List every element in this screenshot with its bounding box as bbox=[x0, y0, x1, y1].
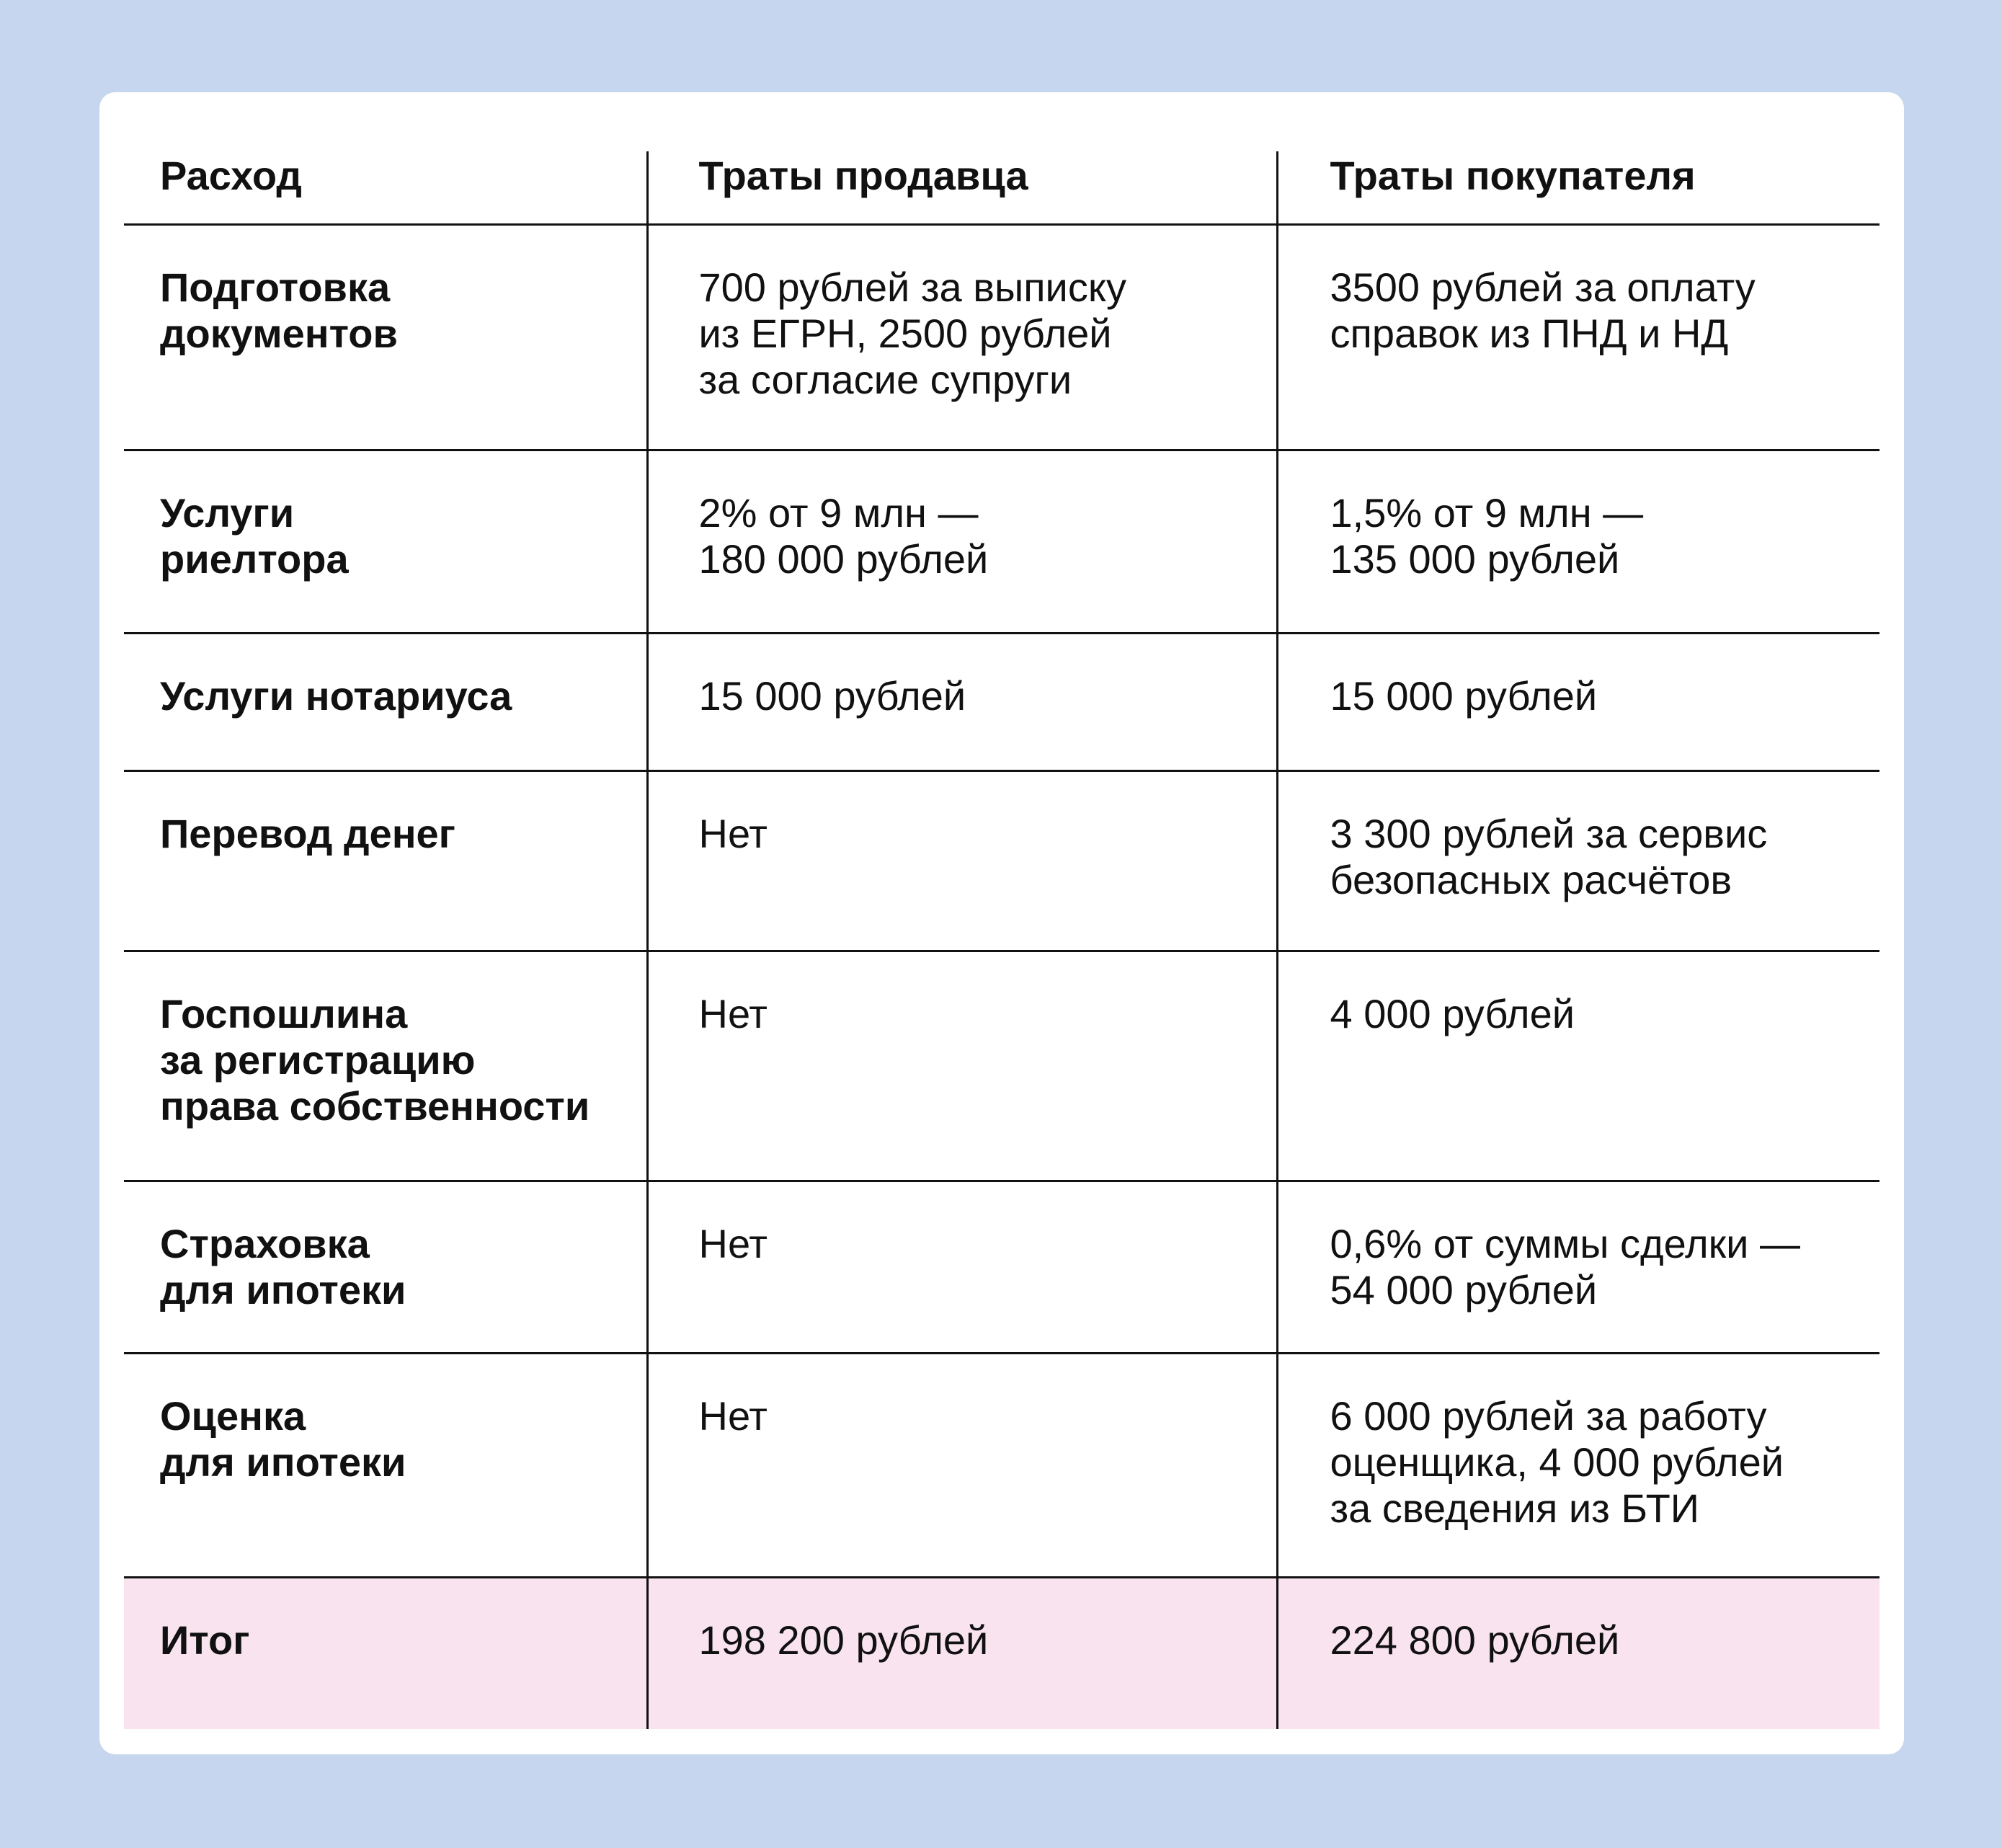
table-row bbox=[124, 951, 1879, 1181]
table-row bbox=[124, 1181, 1879, 1354]
buyer-cost: 0,6% от суммы сделки — 54 000 рублей bbox=[1277, 1181, 1879, 1354]
table-row bbox=[124, 634, 1879, 771]
header-expense: Расход bbox=[124, 151, 647, 225]
seller-cost: Нет bbox=[647, 951, 1277, 1181]
cost-comparison-table bbox=[124, 151, 1879, 1729]
expense-label: Подготовка документов bbox=[124, 225, 647, 450]
total-label: Итог bbox=[124, 1578, 647, 1729]
cost-table-wrapper bbox=[124, 151, 1879, 1729]
header-seller-costs: Траты продавца bbox=[647, 151, 1277, 225]
buyer-cost: 15 000 рублей bbox=[1277, 634, 1879, 771]
expense-label: Оценка для ипотеки bbox=[124, 1354, 647, 1578]
table-row bbox=[124, 771, 1879, 951]
buyer-cost: 1,5% от 9 млн — 135 000 рублей bbox=[1277, 450, 1879, 634]
table-row bbox=[124, 225, 1879, 450]
expense-label: Госпошлина за регистрацию права собственности bbox=[124, 951, 647, 1181]
total-row bbox=[124, 1578, 1879, 1729]
expense-label: Услуги нотариуса bbox=[124, 634, 647, 771]
seller-cost: 700 рублей за выписку из ЕГРН, 2500 рублей за согласие супруги bbox=[647, 225, 1277, 450]
table-row bbox=[124, 450, 1879, 634]
total-seller: 198 200 рублей bbox=[647, 1578, 1277, 1729]
expense-label: Перевод денег bbox=[124, 771, 647, 951]
buyer-cost: 3500 рублей за оплату справок из ПНД и НД bbox=[1277, 225, 1879, 450]
buyer-cost: 3 300 рублей за сервис безопасных расчётов bbox=[1277, 771, 1879, 951]
seller-cost: 2% от 9 млн — 180 000 рублей bbox=[647, 450, 1277, 634]
expense-label: Услуги риелтора bbox=[124, 450, 647, 634]
total-buyer: 224 800 рублей bbox=[1277, 1578, 1879, 1729]
seller-cost: Нет bbox=[647, 1181, 1277, 1354]
seller-cost: 15 000 рублей bbox=[647, 634, 1277, 771]
seller-cost: Нет bbox=[647, 771, 1277, 951]
seller-cost: Нет bbox=[647, 1354, 1277, 1578]
expense-label: Страховка для ипотеки bbox=[124, 1181, 647, 1354]
header-buyer-costs: Траты покупателя bbox=[1277, 151, 1879, 225]
table-row bbox=[124, 1354, 1879, 1578]
table-header-row bbox=[124, 151, 1879, 225]
card bbox=[99, 92, 1904, 1754]
buyer-cost: 6 000 рублей за работу оценщика, 4 000 рублей за сведения из БТИ bbox=[1277, 1354, 1879, 1578]
buyer-cost: 4 000 рублей bbox=[1277, 951, 1879, 1181]
